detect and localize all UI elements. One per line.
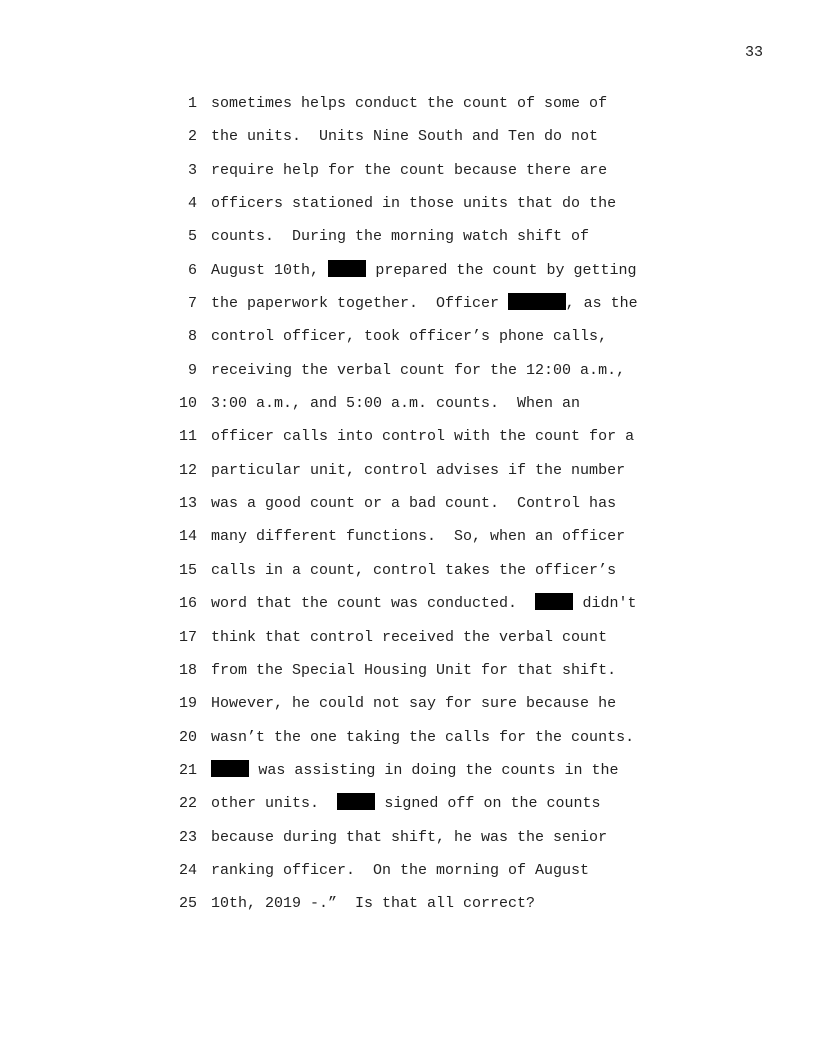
line-text [211, 792, 600, 816]
line-number: 23 [178, 828, 197, 846]
line-number: 20 [178, 728, 197, 746]
line-text [211, 892, 535, 916]
transcript-line [170, 692, 730, 725]
line-text [211, 259, 636, 283]
transcript-line [170, 259, 730, 292]
redaction-box [328, 260, 366, 277]
transcript-line [170, 792, 730, 825]
line-text-segment: word that the count was conducted. [211, 595, 536, 613]
transcript-line [170, 292, 730, 325]
page-number: 33 [744, 44, 763, 61]
transcript-line [170, 459, 730, 492]
line-text [211, 225, 589, 249]
line-text-segment: didn't [573, 595, 637, 613]
line-text-segment: officer calls into control with the count for a [211, 428, 635, 446]
line-text [211, 492, 616, 516]
line-text-segment: particular unit, control advises if the number [211, 461, 626, 479]
line-text-segment: ranking officer. On the morning of August [211, 861, 590, 879]
line-text-segment: receiving the verbal count for the 12:00 a.m., [211, 361, 626, 379]
line-number: 5 [187, 228, 197, 246]
line-number: 24 [178, 861, 197, 879]
line-number: 21 [178, 761, 197, 779]
line-text-segment: the units. Units Nine South and Ten do not [211, 128, 599, 146]
line-text-segment: wasn’t the one taking the calls for the counts. [211, 728, 635, 746]
transcript-line [170, 759, 730, 792]
line-text-segment: because during that shift, he was the senior [211, 828, 608, 846]
line-text [211, 459, 625, 483]
line-number: 7 [187, 295, 197, 313]
redaction-box [211, 760, 249, 777]
transcript-line [170, 159, 730, 192]
line-text-segment: think that control received the verbal count [211, 628, 608, 646]
line-number: 2 [187, 128, 197, 146]
line-text [211, 726, 634, 750]
line-text-segment: counts. During the morning watch shift of [211, 228, 590, 246]
line-text-segment: control officer, took officer’s phone calls, [211, 328, 608, 346]
line-text-segment: sometimes helps conduct the count of some of [211, 95, 608, 112]
redaction-box [337, 793, 375, 810]
redaction-box [508, 293, 566, 310]
line-text-segment: the paperwork together. Officer [211, 295, 509, 313]
line-text [211, 592, 636, 616]
line-text-segment: prepared the count by getting [366, 261, 637, 279]
line-number: 9 [187, 361, 197, 379]
transcript-line [170, 626, 730, 659]
line-number: 10 [178, 395, 197, 413]
line-number: 3 [187, 161, 197, 179]
line-text [211, 559, 616, 583]
transcript-body [170, 92, 730, 926]
line-text-segment: was assisting in doing the counts in the [249, 761, 619, 779]
line-number: 14 [178, 528, 197, 546]
line-text [211, 125, 598, 149]
line-text [211, 359, 625, 383]
line-text [211, 659, 616, 683]
transcript-line [170, 392, 730, 425]
line-text [211, 192, 616, 216]
line-text [211, 759, 618, 783]
line-text-segment: many different functions. So, when an officer [211, 528, 626, 546]
line-number: 13 [178, 495, 197, 513]
line-text-segment: However, he could not say for sure because he [211, 695, 617, 713]
line-text-segment: require help for the count because there are [211, 161, 608, 179]
line-number: 15 [178, 561, 197, 579]
transcript-line [170, 492, 730, 525]
transcript-line [170, 359, 730, 392]
line-text [211, 692, 616, 716]
line-number: 19 [178, 695, 197, 713]
line-text-segment: other units. [211, 795, 338, 813]
line-text [211, 292, 638, 316]
transcript-line [170, 425, 730, 458]
line-text [211, 859, 589, 883]
line-text [211, 325, 607, 349]
line-text-segment: from the Special Housing Unit for that shift. [211, 661, 617, 679]
transcript-line [170, 225, 730, 258]
line-text [211, 425, 634, 449]
line-text [211, 626, 607, 650]
transcript-line [170, 92, 730, 125]
transcript-line [170, 859, 730, 892]
transcript-line [170, 892, 730, 925]
line-number: 25 [178, 895, 197, 913]
line-text-segment: was a good count or a bad count. Control has [211, 495, 617, 513]
transcript-line [170, 125, 730, 158]
line-text [211, 525, 625, 549]
transcript-line [170, 325, 730, 358]
line-number: 4 [187, 195, 197, 213]
transcript-line [170, 559, 730, 592]
line-number: 12 [178, 461, 197, 479]
line-text-segment: signed off on the counts [375, 795, 601, 813]
line-text-segment: calls in a count, control takes the officer’s [211, 561, 617, 579]
line-text [211, 159, 607, 183]
line-number: 6 [187, 261, 197, 279]
line-text [211, 392, 580, 416]
transcript-line [170, 659, 730, 692]
transcript-line [170, 525, 730, 558]
line-number: 18 [178, 661, 197, 679]
line-text-segment: 10th, 2019 -.” Is that all correct? [211, 895, 536, 913]
line-number: 17 [178, 628, 197, 646]
line-number: 16 [178, 595, 197, 613]
transcript-line [170, 826, 730, 859]
transcript-line [170, 726, 730, 759]
transcript-line [170, 192, 730, 225]
line-number: 22 [178, 795, 197, 813]
line-number: 8 [187, 328, 197, 346]
line-text [211, 92, 607, 116]
line-number: 11 [178, 428, 197, 446]
redaction-box [535, 593, 573, 610]
line-text-segment: 3:00 a.m., and 5:00 a.m. counts. When an [211, 395, 581, 413]
line-text-segment: August 10th, [211, 261, 329, 279]
line-text-segment: , as the [565, 295, 638, 313]
transcript-line [170, 592, 730, 625]
line-number: 1 [187, 95, 197, 112]
line-text-segment: officers stationed in those units that do the [211, 195, 617, 213]
line-text [211, 826, 607, 850]
